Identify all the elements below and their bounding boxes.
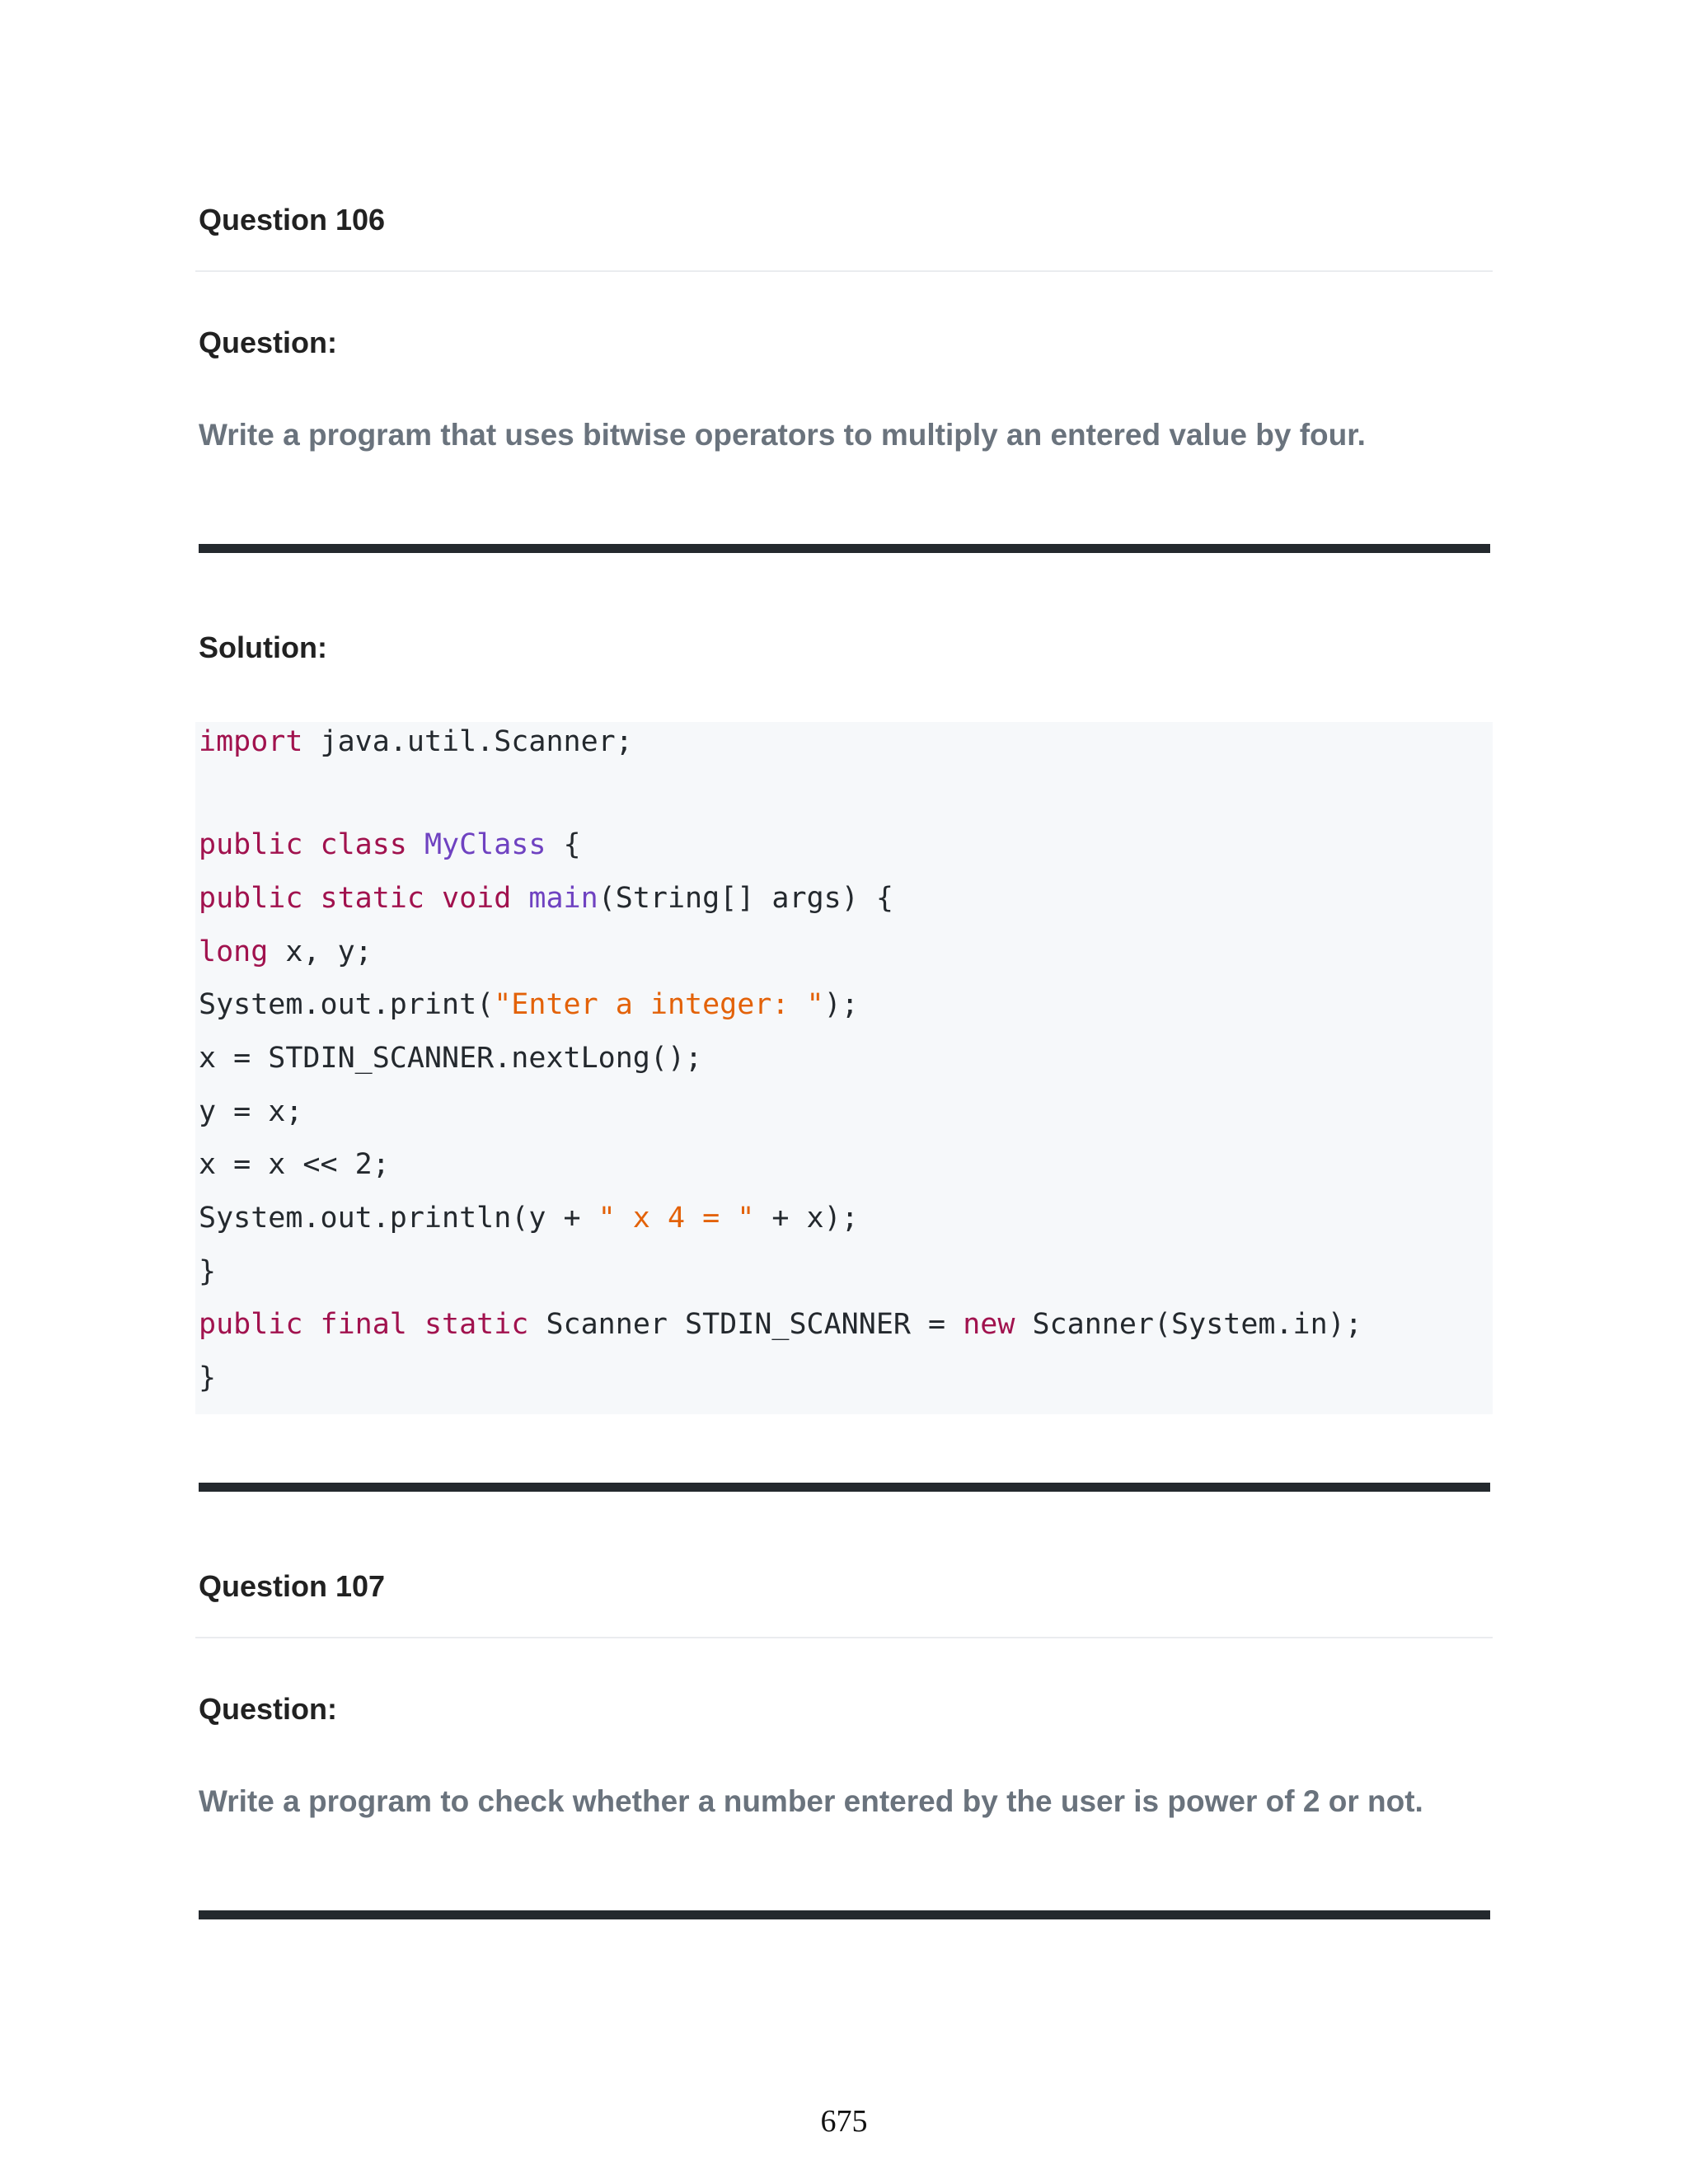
section-divider <box>199 1483 1490 1492</box>
question-label: Question: <box>199 326 337 359</box>
question-107-title: Question 107 <box>199 1569 386 1603</box>
code-line-9: x = x << 2; <box>199 1148 390 1181</box>
code-line-10: System.out.println(y + " x 4 = " + x); <box>199 1202 859 1235</box>
question-text: Write a program to check whether a number entered by the user is power of 2 or not. <box>199 1784 1423 1818</box>
code-line-7: x = STDIN_SCANNER.nextLong(); <box>199 1042 703 1075</box>
code-line-13: } <box>199 1361 217 1394</box>
title-divider <box>195 270 1493 272</box>
code-line-1: import java.util.Scanner; <box>199 725 633 758</box>
code-line-12: public final static Scanner STDIN_SCANNER = new Scanner(System.in); <box>199 1308 1362 1341</box>
title-divider <box>195 1637 1493 1638</box>
code-line-4: public static void main(String[] args) { <box>199 882 893 915</box>
section-divider <box>199 1910 1490 1919</box>
page-number: 675 <box>820 2104 868 2139</box>
solution-label: Solution: <box>199 630 327 664</box>
question-106-title: Question 106 <box>199 203 386 237</box>
code-line-3: public class MyClass { <box>199 828 581 861</box>
question-label: Question: <box>199 1692 337 1726</box>
code-block <box>195 722 1493 1414</box>
code-line-5: long x, y; <box>199 935 373 968</box>
code-line-8: y = x; <box>199 1095 303 1128</box>
question-text: Write a program that uses bitwise operators to multiply an entered value by four. <box>199 418 1366 452</box>
section-divider <box>199 544 1490 553</box>
code-line-11: } <box>199 1255 217 1288</box>
code-line-6: System.out.print("Enter a integer: "); <box>199 988 859 1021</box>
